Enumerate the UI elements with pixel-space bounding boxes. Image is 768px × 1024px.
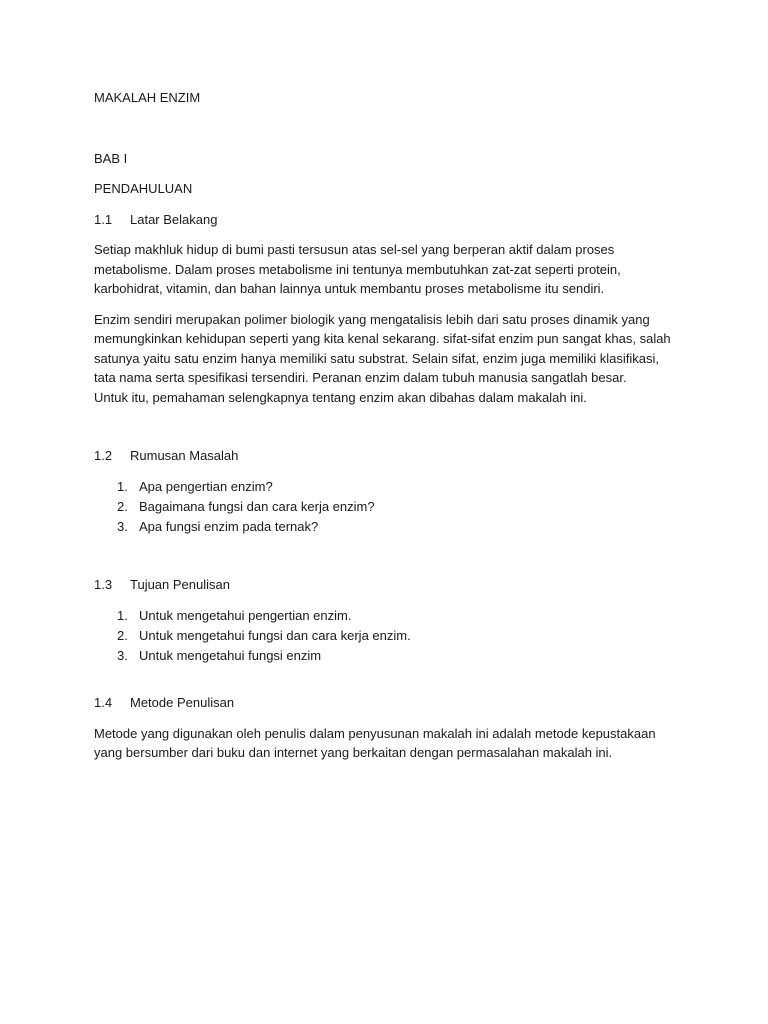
- section-title: Tujuan Penulisan: [130, 577, 230, 592]
- chapter-title: PENDAHULUAN: [94, 181, 193, 196]
- paragraph: [94, 240, 708, 299]
- paragraph-line: Untuk itu, pemahaman selengkapnya tentang enzim akan dibahas dalam makalah ini.: [94, 389, 587, 405]
- list-item-text: Apa pengertian enzim?: [139, 478, 273, 494]
- list-marker: 3.: [117, 647, 128, 663]
- section-number: 1.1: [94, 211, 113, 227]
- paragraph-line: satunya yaitu satu enzim hanya memiliki satu substrat. Selain sifat, enzim juga memiliki klasifikasi,: [94, 350, 660, 366]
- list-item: [94, 477, 708, 497]
- section-heading: [94, 575, 708, 595]
- paragraph-line: Enzim sendiri merupakan polimer biologik yang mengatalisis lebih dari satu proses dinamik yang: [94, 311, 650, 327]
- list-marker: 2.: [117, 498, 128, 514]
- section-number: 1.2: [94, 448, 113, 463]
- list-item: [94, 517, 708, 537]
- sections-container: [94, 210, 708, 763]
- document-title: MAKALAH ENZIM: [94, 90, 201, 105]
- section-title: Latar Belakang: [130, 211, 218, 227]
- numbered-list: [94, 477, 708, 537]
- section-heading: [94, 446, 708, 466]
- paragraph-line: Setiap makhluk hidup di bumi pasti tersusun atas sel-sel yang berperan aktif dalam proses: [94, 242, 615, 257]
- list-item: [94, 606, 708, 626]
- section-heading: [94, 210, 708, 230]
- section-number: 1.3: [94, 577, 113, 592]
- numbered-list: [94, 606, 708, 666]
- list-item-text: Untuk mengetahui fungsi enzim: [139, 647, 322, 663]
- paragraph-line: memungkinkan kehidupan seperti yang kita kenal sekarang. sifat-sifat enzim pun sangat khas, salah: [94, 331, 671, 346]
- list-item: [94, 497, 708, 517]
- list-item-text: Untuk mengetahui fungsi dan cara kerja enzim.: [139, 627, 411, 643]
- paragraph-line: yang bersumber dari buku dan internet yang berkaitan dengan permasalahan makalah ini.: [94, 745, 613, 760]
- list-marker: 1.: [117, 607, 128, 623]
- list-item: [94, 646, 708, 666]
- section-1-4: [94, 693, 708, 763]
- list-marker: 1.: [117, 478, 128, 494]
- chapter-label: BAB I: [94, 150, 128, 166]
- section-1-1: [94, 210, 708, 408]
- list-item-text: Apa fungsi enzim pada ternak?: [139, 518, 319, 534]
- section-title: Metode Penulisan: [130, 695, 235, 710]
- paragraph-line: tata nama serta spesifikasi tersendiri. Peranan enzim dalam tubuh manusia sangatlah besar.: [94, 370, 627, 385]
- list-marker: 2.: [117, 627, 128, 643]
- paragraph-line: metabolisme. Dalam proses metabolisme ini tentunya membutuhkan zat-zat seperti protein,: [94, 261, 621, 277]
- section-heading: [94, 693, 708, 713]
- section-title: Rumusan Masalah: [130, 448, 239, 463]
- paragraph: [94, 724, 708, 763]
- paragraph: [94, 310, 708, 408]
- list-item-text: Untuk mengetahui pengertian enzim.: [139, 607, 352, 623]
- list-item-text: Bagaimana fungsi dan cara kerja enzim?: [139, 498, 375, 514]
- paragraph-line: karbohidrat, vitamin, dan bahan lainnya untuk membantu proses metabolisme itu sendiri.: [94, 281, 605, 296]
- list-item: [94, 626, 708, 646]
- section-1-3: [94, 575, 708, 665]
- list-marker: 3.: [117, 518, 128, 534]
- section-number: 1.4: [94, 695, 113, 710]
- section-1-2: [94, 446, 708, 536]
- paragraph-line: Metode yang digunakan oleh penulis dalam penyusunan makalah ini adalah metode kepustakaan: [94, 725, 656, 741]
